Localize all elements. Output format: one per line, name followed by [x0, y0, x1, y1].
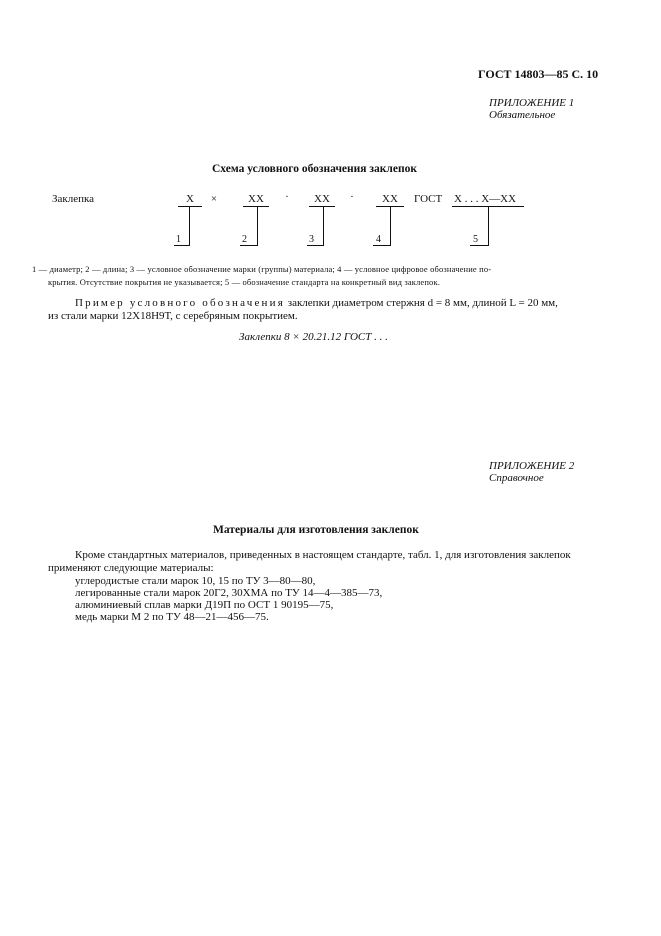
scheme-number-5: 5 [473, 234, 478, 245]
appendix-2-status: Справочное [489, 472, 544, 484]
example-paragraph-line-1 [75, 297, 558, 310]
scheme-separator-1: × [210, 193, 218, 205]
example-paragraph-line-2: из стали марки 12Х18Н9Т, с серебряным покрытием. [48, 310, 298, 322]
materials-intro-line-1: Кроме стандартных материалов, приведенных в настоящем стандарте, табл. 1, для изготовления заклепок [75, 549, 571, 561]
appendix-2-label: ПРИЛОЖЕНИЕ 2 [489, 460, 575, 472]
materials-title: Материалы для изготовления заклепок [213, 524, 419, 536]
scheme-legend-line-2: крытия. Отсутствие покрытия не указывается; 5 — обозначение стандарта на конкретный вид заклепок. [48, 277, 441, 287]
scheme-number-2: 2 [242, 234, 247, 245]
scheme-number-3: 3 [309, 234, 314, 245]
scheme-leader-4 [390, 206, 391, 245]
scheme-item-label: Заклепка [52, 193, 95, 205]
scheme-leader-2 [257, 206, 258, 245]
page-header: ГОСТ 14803—85 С. 10 [478, 67, 599, 81]
scheme-leader-3 [323, 206, 324, 245]
scheme-title: Схема условного обозначения заклепок [212, 163, 417, 175]
scheme-separator-2: · [285, 191, 289, 203]
scheme-field-1-underline [178, 206, 202, 207]
scheme-leader-5 [488, 206, 489, 245]
scheme-field-3-underline [309, 206, 335, 207]
appendix-1-label: ПРИЛОЖЕНИЕ 1 [489, 97, 575, 109]
scheme-legend-line-1: 1 — диаметр; 2 — длина; 3 — условное обозначение марки (группы) материала; 4 — условное цифровое обозначение по- [32, 264, 492, 274]
scheme-leader-2-foot [240, 245, 258, 246]
materials-list-item: легированные стали марок 20Г2, 30ХМА по ТУ 14—4—385—73, [75, 587, 383, 599]
materials-list-item: алюминиевый сплав марки Д19П по ОСТ 1 90195—75, [75, 599, 334, 611]
scheme-number-1: 1 [176, 234, 181, 245]
scheme-separator-3: · [350, 191, 354, 203]
scheme-field-5: X . . . X—XX [454, 193, 517, 205]
example-designation: Заклепки 8 × 20.21.12 ГОСТ . . . [239, 331, 388, 343]
example-line-1-rest: заклепки диаметром стержня d = 8 мм, длиной L = 20 мм, [287, 297, 558, 309]
scheme-field-2-underline [243, 206, 269, 207]
scheme-leader-1-foot [174, 245, 190, 246]
scheme-field-3: XX [314, 193, 330, 205]
scheme-leader-4-foot [373, 245, 391, 246]
scheme-leader-5-foot [470, 245, 489, 246]
scheme-leader-3-foot [307, 245, 324, 246]
materials-list-item: углеродистые стали марок 10, 15 по ТУ 3—80—80, [75, 575, 316, 587]
example-lead: Пример условного обозначения [75, 297, 285, 309]
scheme-field-1: X [186, 193, 194, 205]
materials-list-item: медь марки М 2 по ТУ 48—21—456—75. [75, 611, 269, 623]
scheme-leader-1 [189, 206, 190, 245]
scheme-number-4: 4 [376, 234, 381, 245]
materials-intro-line-2: применяют следующие материалы: [48, 562, 214, 574]
scheme-field-4: XX [382, 193, 398, 205]
appendix-1-status: Обязательное [489, 109, 556, 121]
scheme-field-2: XX [248, 193, 264, 205]
scheme-gost-label: ГОСТ [414, 193, 443, 205]
